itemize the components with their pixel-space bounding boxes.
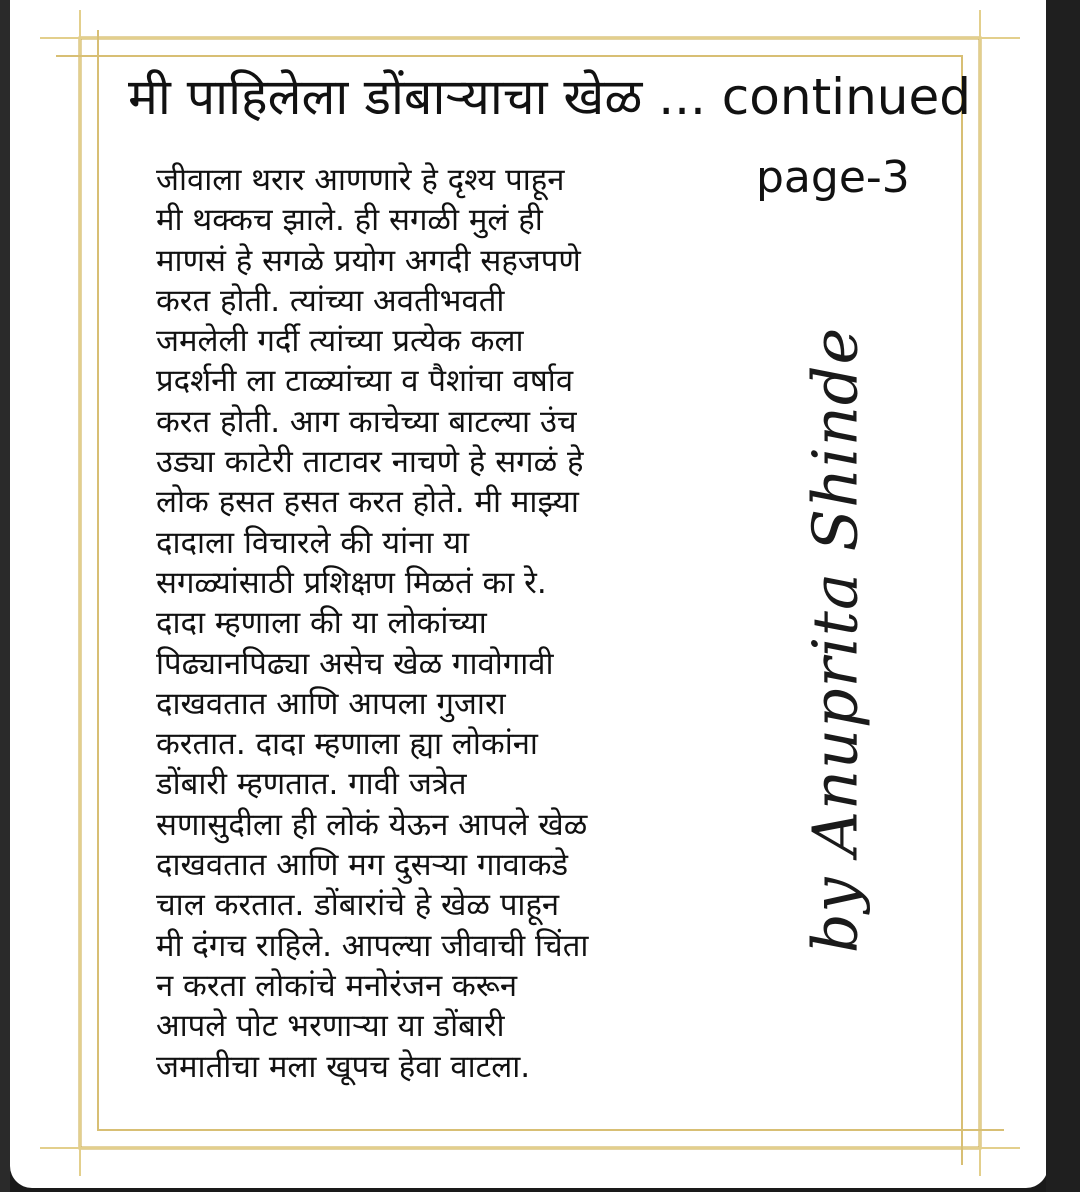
body-line: सगळ्यांसाठी प्रशिक्षण मिळतं का रे.: [156, 564, 547, 601]
body-line: मी दंगच राहिले. आपल्या जीवाची चिंता: [156, 927, 589, 964]
body-line: दाखवतात आणि मग दुसऱ्या गावाकडे: [156, 847, 569, 884]
body-line: लोक हसत हसत करत होते. मी माझ्या: [156, 484, 579, 521]
body-line: सणासुदीला ही लोकं येऊन आपले खेळ: [156, 806, 588, 843]
body-line: चाल करतात. डोंबारांचे हे खेळ पाहून: [156, 887, 560, 924]
body-line: करत होती. आग काचेच्या बाटल्या उंच: [156, 403, 577, 440]
body-line: माणसं हे सगळे प्रयोग अगदी सहजपणे: [156, 242, 581, 279]
body-line: जमातीचा मला खूपच हेवा वाटला.: [156, 1048, 531, 1085]
page-title: मी पाहिलेला डोंबाऱ्याचा खेळ ... continued: [128, 68, 971, 126]
body-line: दाखवतात आणि आपला गुजारा: [156, 685, 506, 722]
page-number-label: page-3: [756, 152, 910, 203]
body-line: आपले पोट भरणाऱ्या या डोंबारी: [156, 1008, 505, 1045]
body-line: जीवाला थरार आणणारे हे दृश्य पाहून: [156, 162, 565, 198]
body-line: पिढ्यानपिढ्या असेच खेळ गावोगावी: [156, 645, 554, 682]
body-line: मी थक्कच झाले. ही सगळी मुलं ही: [156, 202, 543, 239]
body-text: [156, 160, 676, 1087]
body-line: जमलेली गर्दी त्यांच्या प्रत्येक कला: [156, 323, 524, 360]
author-signature: by Anuprita Shinde: [798, 326, 872, 954]
body-line: दादा म्हणाला की या लोकांच्या: [156, 605, 487, 642]
body-line: न करता लोकांचे मनोरंजन करून: [156, 967, 518, 1004]
body-line: करतात. दादा म्हणाला ह्या लोकांना: [156, 726, 538, 763]
body-line: प्रदर्शनी ला टाळ्यांच्या व पैशांचा वर्षाव: [156, 363, 574, 400]
body-line: दादाला विचारले की यांना या: [156, 524, 470, 561]
body-line: उड्या काटेरी ताटावर नाचणे हे सगळं हे: [156, 444, 584, 481]
body-line: डोंबारी म्हणतात. गावी जत्रेत: [156, 766, 467, 803]
body-line: करत होती. त्यांच्या अवतीभवती: [156, 282, 505, 319]
